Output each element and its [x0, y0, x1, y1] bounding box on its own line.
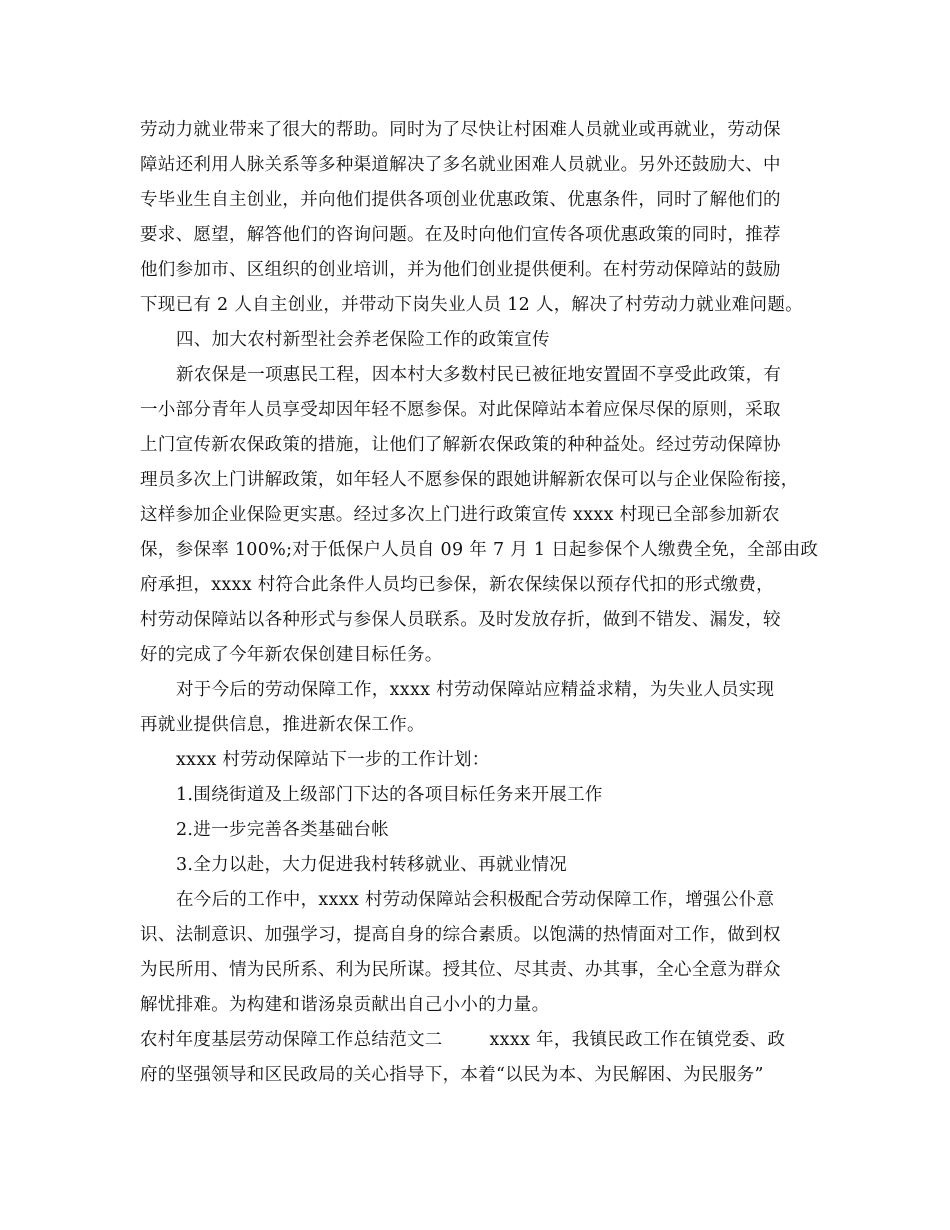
text-line: 对于今后的劳动保障工作，xxxx 村劳动保障站应精益求精，为失业人员实现 — [176, 680, 775, 700]
text-line: 解忧排难。为构建和谐汤泉贡献出自己小小的力量。 — [140, 995, 550, 1015]
text-line: 农村年度基层劳动保障工作总结范文二 xxxx 年，我镇民政工作在镇党委、政 — [140, 1030, 786, 1050]
text-line: 为民所用、情为民所系、利为民所谋。授其位、尽其责、办其事，全心全意为群众 — [140, 960, 781, 980]
text-line: 一小部分青年人员享受却因年轻不愿参保。对此保障站本着应保尽保的原则，采取 — [140, 400, 781, 420]
text-line: 保，参保率 100%;对于低保户人员自 09 年 7 月 1 日起参保个人缴费全免，全部由政 — [140, 540, 819, 560]
text-line: 村劳动保障站以各种形式与参保人员联系。及时发放存折，做到不错发、漏发，较 — [140, 610, 781, 630]
list-item: 3.全力以赴，大力促进我村转移就业、再就业情况 — [176, 855, 568, 875]
text-line: 下现已有 2 人自主创业，并带动下岗失业人员 12 人，解决了村劳动力就业难问题。 — [140, 295, 803, 315]
text-line: 要求、愿望，解答他们的咨询问题。在及时向他们宣传各项优惠政策的同时，推荐 — [140, 225, 781, 245]
text-line: 再就业提供信息，推进新农保工作。 — [140, 715, 425, 735]
text-line: 专毕业生自主创业，并向他们提供各项创业优惠政策、优惠条件，同时了解他们的 — [140, 190, 781, 210]
text-line: 障站还利用人脉关系等多种渠道解决了多名就业困难人员就业。另外还鼓励大、中 — [140, 155, 781, 175]
text-line: 府的坚强领导和区民政局的关心指导下，本着“以民为本、为民解困、为民服务” — [140, 1065, 764, 1085]
text-line: 好的完成了今年新农保创建目标任务。 — [140, 645, 443, 665]
text-line: 这样参加企业保险更实惠。经过多次上门进行政策宣传 xxxx 村现已全部参加新农 — [140, 505, 780, 525]
text-line: 新农保是一项惠民工程，因本村大多数村民已被征地安置固不享受此政策，有 — [176, 365, 782, 385]
text-line: 府承担，xxxx 村符合此条件人员均已参保，新农保续保以预存代扣的形式缴费， — [140, 575, 774, 595]
text-line: 他们参加市、区组织的创业培训，并为他们创业提供便利。在村劳动保障站的鼓励 — [140, 260, 781, 280]
text-line: 劳动力就业带来了很大的帮助。同时为了尽快让村困难人员就业或再就业，劳动保 — [140, 120, 781, 140]
text-line: 理员多次上门讲解政策，如年轻人不愿参保的跟她讲解新农保可以与企业保险衔接， — [140, 470, 799, 490]
section-heading: 四、加大农村新型社会养老保险工作的政策宣传 — [176, 330, 550, 350]
text-line: 识、法制意识、加强学习，提高自身的综合素质。以饱满的热情面对工作，做到权 — [140, 925, 781, 945]
text-line: xxxx 村劳动保障站下一步的工作计划： — [176, 750, 490, 770]
list-item: 2.进一步完善各类基础台帐 — [176, 820, 390, 840]
list-item: 1.围绕街道及上级部门下达的各项目标任务来开展工作 — [176, 785, 603, 805]
text-line: 上门宣传新农保政策的措施，让他们了解新农保政策的种种益处。经过劳动保障协 — [140, 435, 781, 455]
text-line: 在今后的工作中，xxxx 村劳动保障站会积极配合劳动保障工作，增强公仆意 — [176, 890, 775, 910]
